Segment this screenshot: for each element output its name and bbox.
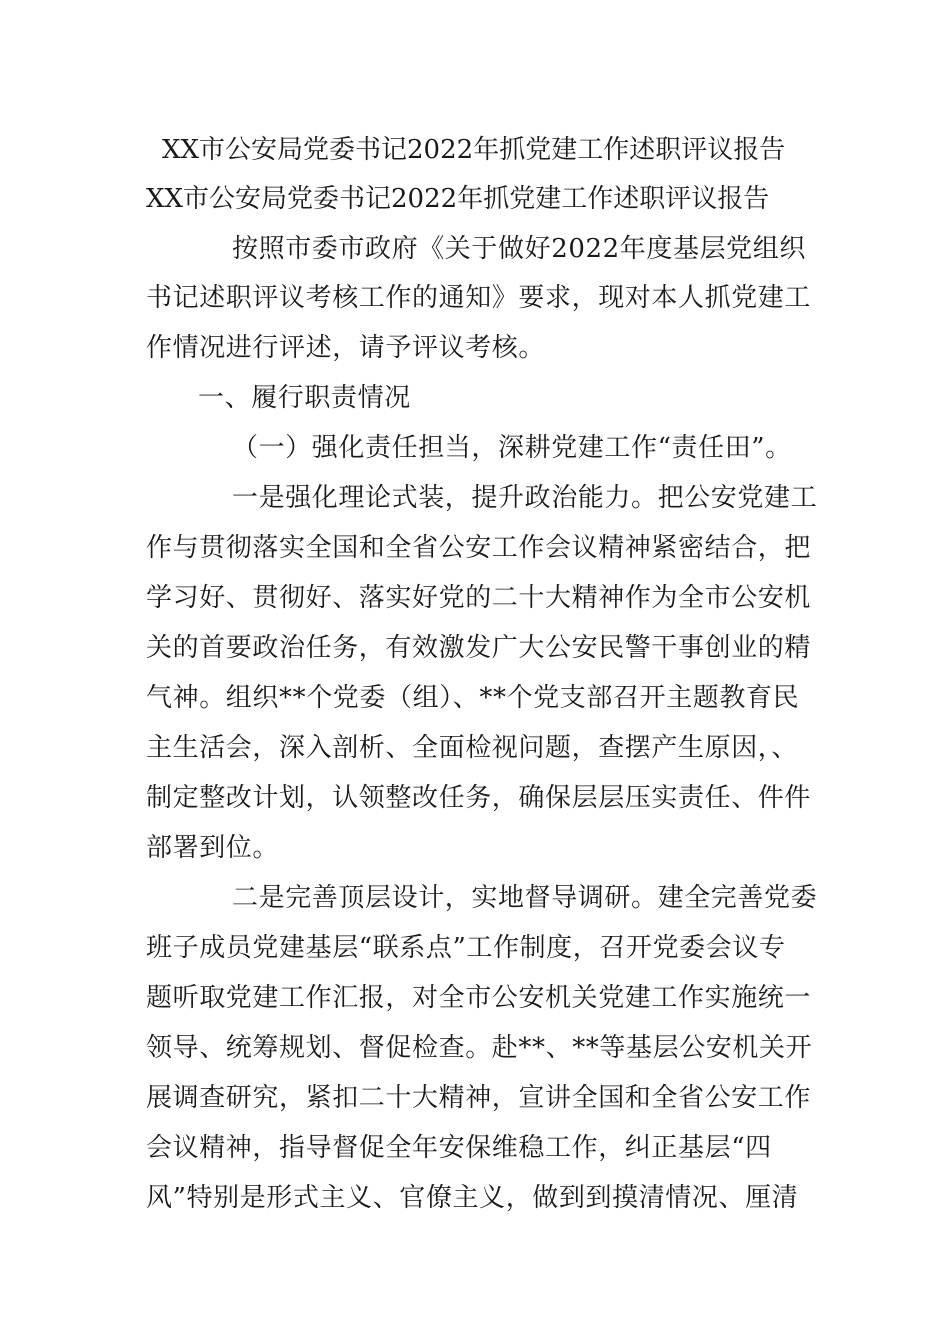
paragraph-line: 班子成员党建基层“联系点”工作制度，召开党委会议专 bbox=[146, 933, 786, 963]
document-title: XX市公安局党委书记2022年抓党建工作述职评议报告 bbox=[162, 135, 786, 165]
paragraph-line: 二是完善顶层设计，实地督导调研。建全完善党委 bbox=[232, 883, 818, 913]
paragraph-line: 书记述职评议考核工作的通知》要求，现对本人抓党建工 bbox=[146, 283, 812, 313]
document-title-repeat: XX市公安局党委书记2022年抓党建工作述职评议报告 bbox=[146, 184, 770, 214]
paragraph-line: 领导、统筹规划、督促检查。赴**、**等基层公安机关开 bbox=[146, 1033, 813, 1063]
paragraph-line: 部署到位。 bbox=[146, 833, 280, 863]
paragraph-line: 展调查研究，紧扣二十大精神，宣讲全国和全省公安工作 bbox=[146, 1083, 812, 1113]
paragraph-line: 会议精神，指导督促全年安保维稳工作，纠正基层“四 bbox=[146, 1133, 772, 1163]
paragraph-line: 作情况进行评述，请予评议考核。 bbox=[146, 333, 546, 363]
paragraph-line: 题听取党建工作汇报，对全市公安机关党建工作实施统一 bbox=[146, 983, 812, 1013]
paragraph-line: 主生活会，深入剖析、全面检视问题，查摆产生原因，、 bbox=[146, 733, 799, 763]
paragraph-line: 作与贯彻落实全国和全省公安工作会议精神紧密结合，把 bbox=[146, 533, 812, 563]
subsection-heading: （一）强化责任担当，深耕党建工作“责任田”。 bbox=[232, 433, 792, 463]
paragraph-line: 关的首要政治任务，有效激发广大公安民警干事创业的精 bbox=[146, 633, 812, 663]
paragraph-line: 一是强化理论式装，提升政治能力。把公安党建工 bbox=[232, 483, 818, 513]
paragraph-line: 按照市委市政府《关于做好2022年度基层党组织 bbox=[232, 234, 806, 264]
paragraph-line: 风”特别是形式主义、官僚主义，做到到摸清情况、厘清 bbox=[146, 1183, 799, 1213]
section-heading: 一、履行职责情况 bbox=[198, 383, 411, 413]
paragraph-line: 气神。组织**个党委（组）、**个党支部召开主题教育民 bbox=[146, 683, 800, 713]
paragraph-line: 制定整改计划，认领整改任务，确保层层压实责任、件件 bbox=[146, 783, 812, 813]
paragraph-line: 学习好、贯彻好、落实好党的二十大精神作为全市公安机 bbox=[146, 583, 812, 613]
